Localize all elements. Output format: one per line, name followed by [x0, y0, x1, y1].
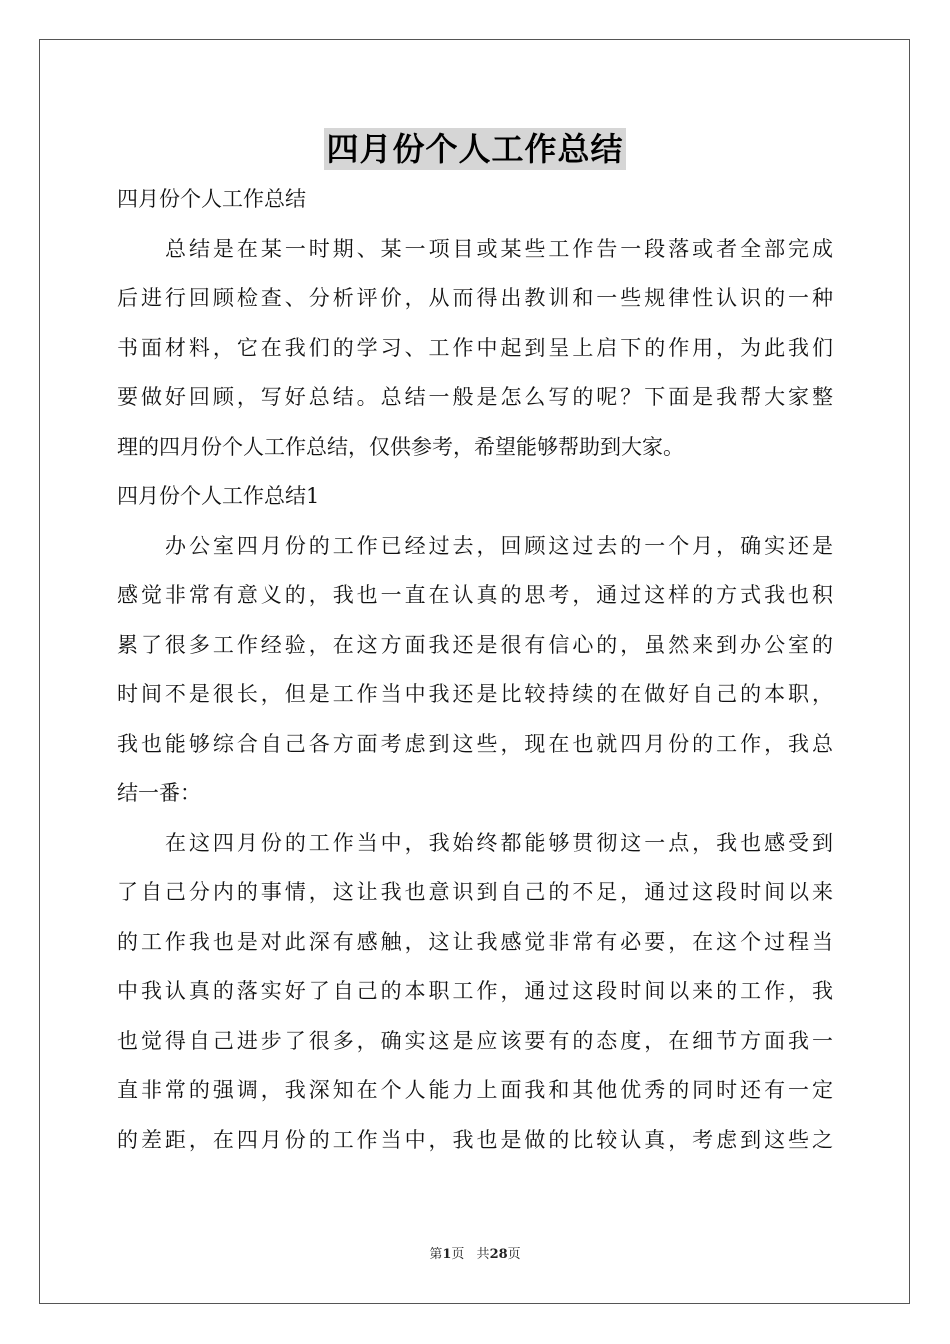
document-body [117, 175, 833, 1165]
text-line: 了自己分内的事情，这让我也意识到自己的不足，通过这段时间以来 [117, 880, 833, 904]
text-line: 的工作我也是对此深有感触，这让我感觉非常有必要，在这个过程当 [117, 929, 833, 954]
text-line: 总结是在某一时期、某一项目或某些工作告一段落或者全部完成 [165, 236, 833, 261]
page-prefix: 第 [429, 1247, 443, 1262]
page-suffix: 页 [451, 1247, 465, 1262]
page-number: 1 [442, 1247, 452, 1262]
page-footer [0, 1243, 950, 1262]
text-line: 后进行回顾检查、分析评价，从而得出教训和一些规律性认识的一种 [117, 286, 833, 310]
total-suffix: 页 [507, 1247, 521, 1262]
text-line: 理的四月份个人工作总结，仅供参考，希望能够帮助到大家。 [117, 434, 684, 459]
text-line: 结一番： [117, 781, 201, 805]
text-line: 在这四月份的工作当中，我始终都能够贯彻这一点，我也感受到 [165, 830, 833, 855]
total-indicator [477, 1247, 521, 1262]
text-line: 的差距，在四月份的工作当中，我也是做的比较认真，考虑到这些之 [117, 1127, 833, 1152]
text-line: 也觉得自己进步了很多，确实这是应该要有的态度，在细节方面我一 [117, 1028, 833, 1053]
text-line: 要做好回顾，写好总结。总结一般是怎么写的呢？下面是我帮大家整 [117, 385, 833, 409]
page-indicator [429, 1247, 464, 1262]
total-pages: 28 [489, 1247, 508, 1262]
title-container [0, 128, 950, 170]
text-line: 中我认真的落实好了自己的本职工作，通过这段时间以来的工作，我 [117, 979, 833, 1003]
text-line: 时间不是很长，但是工作当中我还是比较持续的在做好自己的本职， [117, 682, 833, 706]
text-line: 四月份个人工作总结 [117, 187, 306, 211]
text-line: 我也能够综合自己各方面考虑到这些，现在也就四月份的工作，我总 [117, 731, 833, 756]
text-line: 书面材料，它在我们的学习、工作中起到呈上启下的作用，为此我们 [117, 335, 833, 360]
text-line: 四月份个人工作总结1 [117, 484, 320, 508]
text-line: 感觉非常有意义的，我也一直在认真的思考，通过这样的方式我也积 [117, 583, 833, 607]
text-line: 累了很多工作经验，在这方面我还是很有信心的，虽然来到办公室的 [117, 632, 833, 657]
text-line: 直非常的强调，我深知在个人能力上面我和其他优秀的同时还有一定 [117, 1078, 833, 1102]
text-line: 办公室四月份的工作已经过去，回顾这过去的一个月，确实还是 [165, 533, 833, 558]
total-prefix: 共 [476, 1247, 490, 1262]
document-title: 四月份个人工作总结 [326, 130, 624, 168]
